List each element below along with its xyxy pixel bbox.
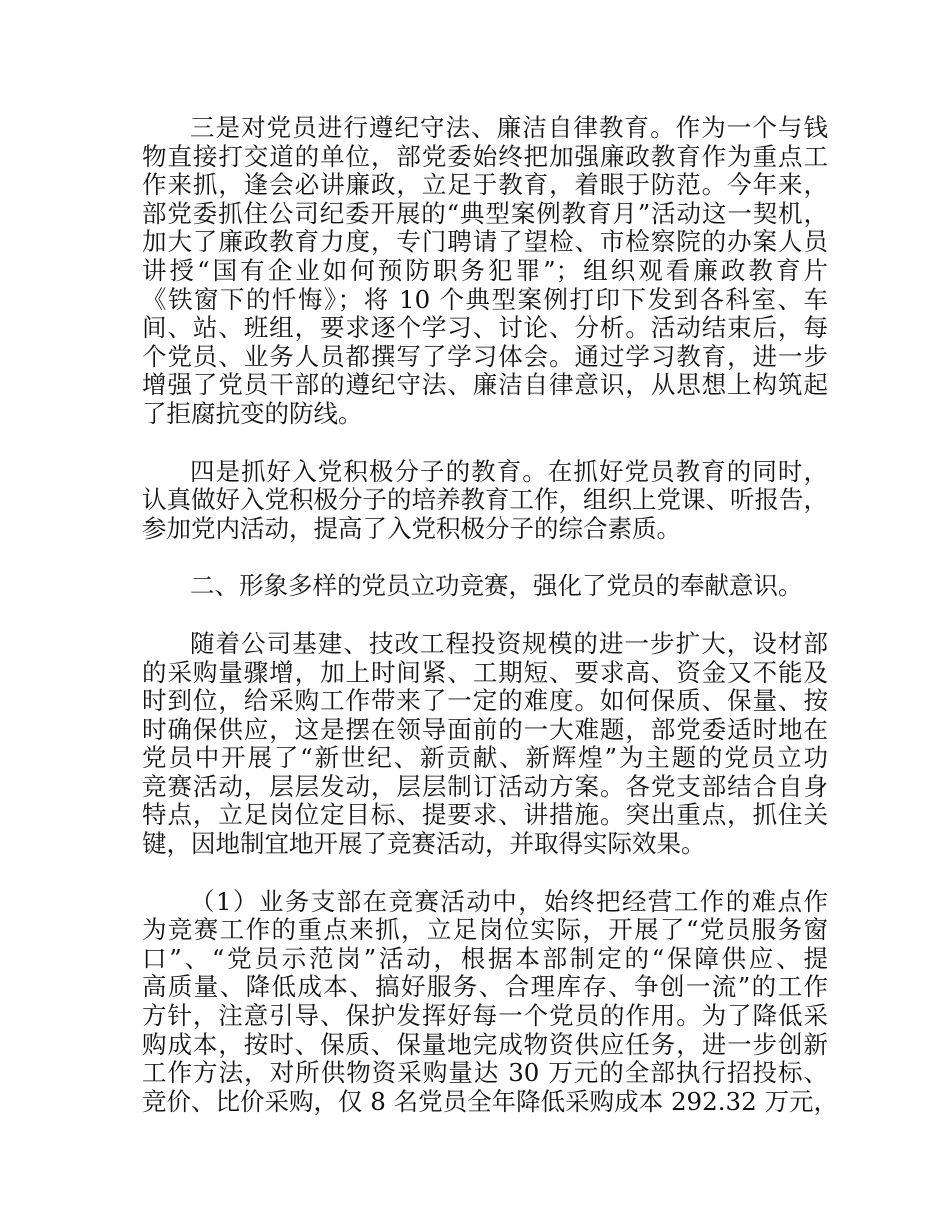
paragraph [142, 630, 828, 859]
text-line: 三是对党员进行遵纪守法、廉洁自律教育。作为一个与钱 [190, 113, 828, 142]
text-line: 为竞赛工作的重点来抓，立足岗位实际，开展了“党员服务窗 [142, 915, 828, 945]
text-line: 特点，立足岗位定目标、提要求、讲措施。突出重点，抓住关 [142, 800, 828, 830]
paragraph [142, 114, 828, 429]
text-line: 增强了党员干部的遵纪守法、廉洁自律意识，从思想上构筑起 [142, 370, 828, 400]
paragraph [142, 458, 828, 544]
text-line: 认真做好入党积极分子的培养教育工作，组织上党课、听报告， [142, 485, 828, 515]
text-line: 四是抓好入党积极分子的教育。在抓好党员教育的同时， [190, 456, 828, 486]
text-line: 口”、“党员示范岗”活动，根据本部制定的“保障供应、提 [142, 943, 828, 973]
text-line: 竞价、比价采购，仅 8 名党员全年降低采购成本 292.32 万元， [142, 1086, 838, 1116]
text-line: 购成本，按时、保质、保量地完成物资供应任务，进一步创新 [142, 1029, 828, 1059]
text-line: 的采购量骤增，加上时间紧、工期短、要求高、资金又不能及 [142, 657, 828, 687]
text-line: 部党委抓住公司纪委开展的“典型案例教育月”活动这一契机， [142, 198, 828, 228]
text-line: 物直接打交道的单位，部党委始终把加强廉政教育作为重点工 [142, 141, 828, 171]
text-line: 工作方法，对所供物资采购量达 30 万元的全部执行招投标、 [142, 1058, 828, 1088]
text-line: 时到位，给采购工作带来了一定的难度。如何保质、保量、按 [142, 686, 828, 716]
text-line: 加大了廉政教育力度，专门聘请了望检、市检察院的办案人员 [142, 227, 828, 257]
text-line: 键，因地制宜地开展了竞赛活动，并取得实际效果。 [142, 829, 706, 859]
text-line: 二、形象多样的党员立功竞赛，强化了党员的奉献意识。 [190, 571, 803, 601]
text-line: 竞赛活动，层层发动，层层制订活动方案。各党支部结合自身 [142, 771, 828, 801]
text-line: 高质量、降低成本、搞好服务、合理库存、争创一流”的工作 [142, 972, 828, 1002]
text-line: 《铁窗下的忏悔》；将 10 个典型案例打印下发到各科室、车 [142, 284, 828, 314]
text-line: 个党员、业务人员都撰写了学习体会。通过学习教育，进一步 [142, 341, 828, 371]
text-line: （1）业务支部在竞赛活动中，始终把经营工作的难点作 [190, 886, 828, 916]
text-line: 党员中开展了“新世纪、新贡献、新辉煌”为主题的党员立功 [142, 743, 828, 773]
text-line: 时确保供应，这是摆在领导面前的一大难题，部党委适时地在 [142, 714, 828, 744]
text-line: 方针，注意引导、保护发挥好每一个党员的作用。为了降低采 [142, 1001, 828, 1031]
section-heading [142, 572, 828, 601]
paragraph [142, 886, 838, 1117]
text-line: 参加党内活动，提高了入党积极分子的综合素质。 [142, 513, 681, 543]
text-line: 了拒腐抗变的防线。 [142, 398, 363, 428]
text-line: 讲授“国有企业如何预防职务犯罪”；组织观看廉政教育片 [142, 255, 828, 285]
text-line: 作来抓，逢会必讲廉政，立足于教育，着眼于防范。今年来， [142, 170, 828, 200]
text-line: 随着公司基建、技改工程投资规模的进一步扩大，设材部 [190, 628, 828, 658]
document-body [142, 113, 838, 1145]
text-line: 间、站、班组，要求逐个学习、讨论、分析。活动结束后，每 [142, 313, 828, 343]
